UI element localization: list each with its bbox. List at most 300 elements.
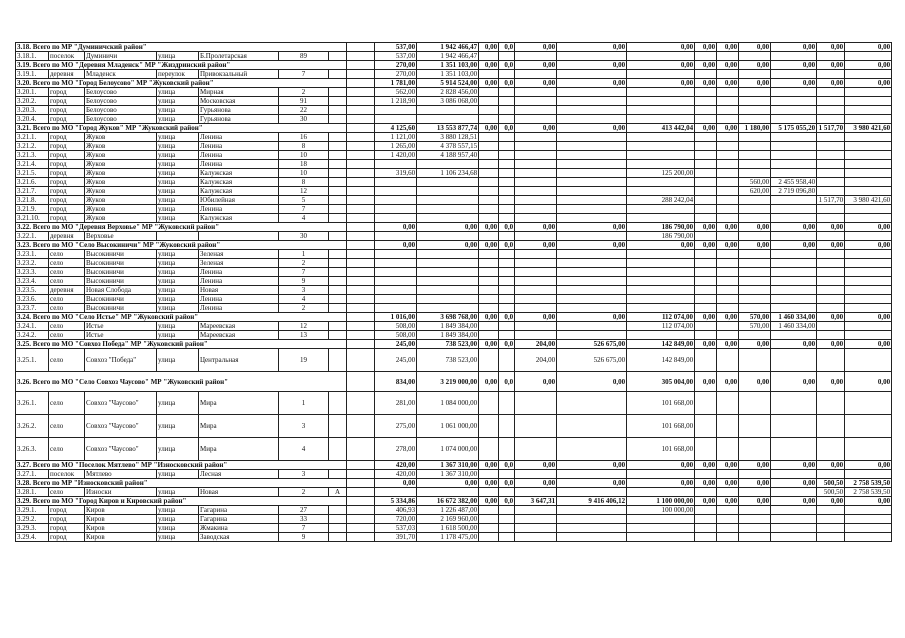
table-cell: 270,00 <box>375 70 417 79</box>
table-cell: 1 180,00 <box>739 124 771 133</box>
table-cell: 3 219 000,00 <box>417 372 479 392</box>
table-cell: 0,00 <box>557 61 627 70</box>
table-cell <box>329 178 347 187</box>
table-cell: 0,00 <box>717 313 739 322</box>
table-cell: 319,60 <box>375 169 417 178</box>
table-cell <box>479 97 499 106</box>
table-cell: 3.27. Всего по МО "Поселок Мятлево" МР "Износковский район" <box>16 461 347 470</box>
table-cell: 4 <box>279 295 329 304</box>
table-cell: Жуков <box>85 151 157 160</box>
table-cell <box>771 133 817 142</box>
table-cell <box>695 286 717 295</box>
table-cell: 0,00 <box>739 479 771 488</box>
table-cell: поселок <box>49 470 85 479</box>
summary-row <box>16 43 892 52</box>
table-cell <box>771 515 817 524</box>
table-cell <box>695 515 717 524</box>
table-cell <box>695 392 717 415</box>
table-cell <box>627 304 695 313</box>
table-cell: 1 517,70 <box>818 196 844 204</box>
table-cell: 3.22. Всего по МО "Деревня Верховье" МР "Жуковский район" <box>16 223 347 232</box>
table-cell: улица <box>157 106 199 115</box>
table-cell: Жуков <box>85 169 157 178</box>
table-cell <box>739 169 771 178</box>
table-row <box>16 151 892 160</box>
table-cell <box>739 470 771 479</box>
table-row <box>16 160 892 169</box>
table-cell: деревня <box>49 70 85 79</box>
table-cell: 18 <box>279 160 329 169</box>
table-cell: 204,00 <box>515 349 557 372</box>
table-cell: 4 188 957,40 <box>417 151 479 160</box>
table-cell <box>347 43 375 52</box>
table-cell <box>817 295 845 304</box>
table-row <box>16 470 892 479</box>
table-cell: село <box>49 331 85 340</box>
table-cell <box>347 313 375 322</box>
table-cell <box>695 259 717 268</box>
table-cell: 0,00 <box>739 223 771 232</box>
table-cell: А <box>329 488 347 497</box>
table-cell: Ленина <box>199 295 279 304</box>
table-cell: 1 178 475,00 <box>417 533 479 542</box>
table-cell <box>375 488 417 497</box>
table-cell: 0,00 <box>771 372 817 392</box>
table-cell: 0,00 <box>479 313 499 322</box>
table-cell: 4 378 557,15 <box>417 142 479 151</box>
table-cell: 1 367 310,00 <box>417 461 479 470</box>
table-cell: город <box>49 187 85 196</box>
table-cell <box>817 268 845 277</box>
table-cell <box>739 70 771 79</box>
table-cell <box>695 470 717 479</box>
table-cell: 0,00 <box>771 461 817 470</box>
table-cell <box>499 524 515 533</box>
table-cell: 3.20.4. <box>16 115 49 124</box>
table-cell <box>479 533 499 542</box>
table-cell: 1 226 487,00 <box>417 506 479 515</box>
table-cell <box>347 52 375 61</box>
table-cell <box>627 97 695 106</box>
table-cell: 1 016,00 <box>375 313 417 322</box>
table-cell <box>499 142 515 151</box>
table-cell: Жуков <box>85 133 157 142</box>
table-cell: 0,00 <box>695 479 717 488</box>
table-cell <box>695 331 717 340</box>
table-cell <box>845 214 892 223</box>
table-cell <box>557 187 627 196</box>
table-cell: 3.26.2. <box>16 415 49 438</box>
table-cell: 0,00 <box>845 497 892 506</box>
table-cell: 0,00 <box>479 479 499 488</box>
table-cell <box>347 115 375 124</box>
table-cell: город <box>49 160 85 169</box>
table-cell <box>375 178 417 187</box>
table-cell <box>499 392 515 415</box>
table-cell <box>717 151 739 160</box>
table-cell: город <box>49 115 85 124</box>
table-cell <box>739 415 771 438</box>
table-cell <box>515 70 557 79</box>
table-cell <box>771 286 817 295</box>
table-cell <box>771 70 817 79</box>
table-cell <box>557 470 627 479</box>
table-cell: 570,00 <box>739 313 771 322</box>
table-cell <box>417 178 479 187</box>
table-cell <box>817 169 845 178</box>
table-cell <box>479 232 499 241</box>
table-cell: Киров <box>85 506 157 515</box>
table-cell: улица <box>157 115 199 124</box>
table-cell: Совхоз "Победа" <box>85 349 157 372</box>
table-cell: 1 849 384,00 <box>417 331 479 340</box>
table-cell: 3 647,31 <box>515 497 557 506</box>
table-cell <box>627 277 695 286</box>
table-cell <box>479 169 499 178</box>
table-row <box>16 488 892 497</box>
table-cell: село <box>49 415 85 438</box>
table-cell: 3 980 421,60 <box>845 124 892 133</box>
table-cell <box>817 52 845 61</box>
table-cell <box>557 106 627 115</box>
table-cell <box>771 52 817 61</box>
table-cell <box>717 415 739 438</box>
table-cell <box>479 506 499 515</box>
table-cell: 0,00 <box>817 43 845 52</box>
table-cell <box>329 304 347 313</box>
table-cell: улица <box>157 286 199 295</box>
table-cell: Ленина <box>199 151 279 160</box>
table-cell <box>695 232 717 241</box>
table-row <box>16 232 892 241</box>
table-cell <box>499 331 515 340</box>
table-cell: 3.26. Всего по МО "Село Совхоз Чаусово" МР "Жуковский район" <box>16 372 347 392</box>
table-cell <box>739 286 771 295</box>
table-cell: 526 675,00 <box>557 349 627 372</box>
table-cell <box>479 52 499 61</box>
table-cell <box>717 515 739 524</box>
table-cell: 0,00 <box>771 61 817 70</box>
table-cell <box>479 286 499 295</box>
table-row <box>16 52 892 61</box>
table-cell <box>557 515 627 524</box>
table-cell <box>499 322 515 331</box>
table-cell: 0,00 <box>817 79 845 88</box>
table-cell: Мира <box>199 392 279 415</box>
table-cell <box>515 515 557 524</box>
table-cell <box>329 533 347 542</box>
table-cell: 3.20.3. <box>16 106 49 115</box>
table-cell <box>845 52 892 61</box>
table-cell <box>479 295 499 304</box>
table-cell: 2 758 539,50 <box>845 488 892 497</box>
table-cell <box>515 295 557 304</box>
table-cell <box>771 196 817 205</box>
table-row <box>16 133 892 142</box>
table-cell <box>695 438 717 461</box>
table-cell <box>557 415 627 438</box>
table-cell: село <box>49 322 85 331</box>
table-cell <box>771 438 817 461</box>
table-cell <box>627 205 695 214</box>
table-cell <box>845 268 892 277</box>
table-cell <box>199 232 279 241</box>
table-cell <box>739 506 771 515</box>
table-cell <box>347 214 375 223</box>
table-cell: Белоусово <box>85 106 157 115</box>
table-cell <box>817 470 845 479</box>
table-cell <box>717 295 739 304</box>
table-row <box>16 169 892 178</box>
table-cell: 0,00 <box>479 372 499 392</box>
table-cell: 0,00 <box>557 313 627 322</box>
table-cell <box>817 142 845 151</box>
table-row <box>16 250 892 259</box>
table-cell <box>499 160 515 169</box>
table-cell: 3 <box>279 415 329 438</box>
table-cell: 0,00 <box>717 241 739 250</box>
table-cell: Юбилейная <box>199 196 279 205</box>
table-cell <box>329 331 347 340</box>
table-cell <box>845 70 892 79</box>
table-cell <box>347 88 375 97</box>
table-row <box>16 322 892 331</box>
table-cell: 0,00 <box>627 61 695 70</box>
table-cell <box>845 169 892 178</box>
table-cell <box>375 205 417 214</box>
table-cell <box>845 506 892 515</box>
table-cell: Младенск <box>85 70 157 79</box>
table-cell <box>479 214 499 223</box>
table-cell <box>375 187 417 196</box>
table-cell: Думиничи <box>85 52 157 61</box>
table-cell: 3.21.4. <box>16 160 49 169</box>
table-cell: 16 672 382,00 <box>417 497 479 506</box>
table-cell <box>479 515 499 524</box>
table-cell <box>695 52 717 61</box>
table-cell <box>695 142 717 151</box>
table-cell <box>695 187 717 196</box>
table-cell <box>627 259 695 268</box>
table-cell <box>557 115 627 124</box>
table-cell: 0,00 <box>417 479 479 488</box>
table-cell <box>845 160 892 169</box>
table-cell: 5 334,86 <box>375 497 417 506</box>
table-cell <box>771 106 817 115</box>
table-cell: Верховье <box>85 232 157 241</box>
table-cell <box>817 178 845 187</box>
table-cell <box>817 415 845 438</box>
table-cell <box>347 438 375 461</box>
table-cell: 0,00 <box>557 79 627 88</box>
table-cell: 270,00 <box>375 61 417 70</box>
table-cell: Ленина <box>199 142 279 151</box>
table-cell: 16 <box>279 133 329 142</box>
table-cell: 3.29.1. <box>16 506 49 515</box>
table-cell <box>771 506 817 515</box>
table-cell <box>515 470 557 479</box>
table-cell <box>479 470 499 479</box>
table-cell: 3.23.3. <box>16 268 49 277</box>
table-cell: улица <box>157 277 199 286</box>
table-cell <box>845 322 892 331</box>
table-row <box>16 205 892 214</box>
table-cell: 391,70 <box>375 533 417 542</box>
table-cell: 0,00 <box>515 461 557 470</box>
table-cell: улица <box>157 515 199 524</box>
table-cell <box>557 97 627 106</box>
table-cell <box>329 151 347 160</box>
table-cell <box>817 97 845 106</box>
table-cell: 0,00 <box>739 372 771 392</box>
table-cell <box>347 497 375 506</box>
table-cell <box>717 169 739 178</box>
table-cell <box>479 133 499 142</box>
table-cell: 0,00 <box>717 43 739 52</box>
table-cell: 0,00 <box>695 241 717 250</box>
table-cell <box>557 151 627 160</box>
table-row <box>16 70 892 79</box>
table-cell: 33 <box>279 515 329 524</box>
table-cell: 7 <box>279 268 329 277</box>
table-cell: 13 553 877,74 <box>417 124 479 133</box>
table-cell <box>417 268 479 277</box>
table-cell: улица <box>157 214 199 223</box>
table-cell: 3.26.3. <box>16 438 49 461</box>
table-cell <box>627 133 695 142</box>
table-row <box>16 515 892 524</box>
table-cell: 0,0 <box>499 61 515 70</box>
table-cell <box>739 295 771 304</box>
table-cell: 2 <box>279 88 329 97</box>
table-cell <box>717 304 739 313</box>
table-cell <box>479 142 499 151</box>
table-cell: 2 758 539,50 <box>845 479 892 488</box>
table-cell <box>515 250 557 259</box>
table-cell <box>557 331 627 340</box>
table-cell: 0,00 <box>717 497 739 506</box>
table-cell <box>347 160 375 169</box>
table-cell <box>817 286 845 295</box>
table-cell: 0,00 <box>739 497 771 506</box>
table-cell: Высокиничи <box>85 295 157 304</box>
table-cell: 3.21. Всего по МО "Город Жуков" МР "Жуковский район" <box>16 124 347 133</box>
table-cell: 0,00 <box>817 241 845 250</box>
table-cell: Износки <box>85 488 157 497</box>
table-row <box>16 106 892 115</box>
table-cell: село <box>49 392 85 415</box>
table-cell <box>739 133 771 142</box>
table-cell <box>515 214 557 223</box>
table-cell <box>329 322 347 331</box>
table-row <box>16 268 892 277</box>
table-cell <box>717 268 739 277</box>
table-cell <box>515 88 557 97</box>
table-cell <box>329 196 347 205</box>
table-cell: 3.21.7. <box>16 187 49 196</box>
table-row <box>16 304 892 313</box>
table-cell: 0,0 <box>499 461 515 470</box>
table-cell <box>717 506 739 515</box>
table-cell <box>695 295 717 304</box>
table-cell <box>479 392 499 415</box>
table-cell: 0,00 <box>557 43 627 52</box>
table-cell: 834,00 <box>375 372 417 392</box>
table-cell: 22 <box>279 106 329 115</box>
table-cell <box>771 470 817 479</box>
table-cell: 1 460 334,00 <box>771 322 817 331</box>
table-cell <box>845 187 892 196</box>
table-cell <box>771 392 817 415</box>
table-cell <box>515 52 557 61</box>
table-cell <box>329 115 347 124</box>
table-cell <box>739 205 771 214</box>
table-cell: 0,00 <box>557 241 627 250</box>
table-cell <box>515 205 557 214</box>
table-cell: 0,00 <box>771 79 817 88</box>
table-cell <box>515 142 557 151</box>
table-cell <box>739 277 771 286</box>
table-cell: 3.19. Всего по МО "Деревня Младенск" МР "Жиздринский район" <box>16 61 347 70</box>
table-cell: 3.23.6. <box>16 295 49 304</box>
table-cell <box>479 187 499 196</box>
table-cell <box>515 286 557 295</box>
table-cell: 0,00 <box>557 372 627 392</box>
table-cell <box>771 88 817 97</box>
table-cell <box>817 438 845 461</box>
table-cell: 3 <box>279 286 329 295</box>
table-cell: 12 <box>279 187 329 196</box>
table-cell: 278,00 <box>375 438 417 461</box>
table-cell: 1 100 000,00 <box>627 497 695 506</box>
table-cell: улица <box>157 506 199 515</box>
table-cell: 508,00 <box>375 322 417 331</box>
table-cell <box>417 488 479 497</box>
table-cell: 0,00 <box>845 340 892 349</box>
table-cell: улица <box>157 268 199 277</box>
table-cell: переулок <box>157 70 199 79</box>
table-cell <box>347 331 375 340</box>
table-cell: 0,00 <box>375 479 417 488</box>
table-cell <box>557 506 627 515</box>
table-cell <box>375 160 417 169</box>
table-cell <box>845 97 892 106</box>
table-row <box>16 415 892 438</box>
table-cell <box>479 205 499 214</box>
table-cell: село <box>49 349 85 372</box>
table-cell: Киров <box>85 515 157 524</box>
table-cell: 100 000,00 <box>627 506 695 515</box>
table-cell: 420,00 <box>375 461 417 470</box>
table-cell: Высокиничи <box>85 259 157 268</box>
table-row <box>16 214 892 223</box>
table-cell <box>515 415 557 438</box>
table-cell: Жуков <box>85 196 157 205</box>
table-cell <box>515 151 557 160</box>
table-cell <box>817 277 845 286</box>
table-cell: 0,00 <box>417 241 479 250</box>
table-cell <box>347 196 375 205</box>
table-cell: 1 351 103,00 <box>417 61 479 70</box>
table-cell: 406,93 <box>375 506 417 515</box>
table-cell: 0,00 <box>771 223 817 232</box>
table-cell: 0,00 <box>627 461 695 470</box>
table-cell <box>739 392 771 415</box>
table-cell: улица <box>157 438 199 461</box>
table-cell: Гагарина <box>199 506 279 515</box>
table-cell: Совхоз "Чаусово" <box>85 415 157 438</box>
table-cell: село <box>49 295 85 304</box>
